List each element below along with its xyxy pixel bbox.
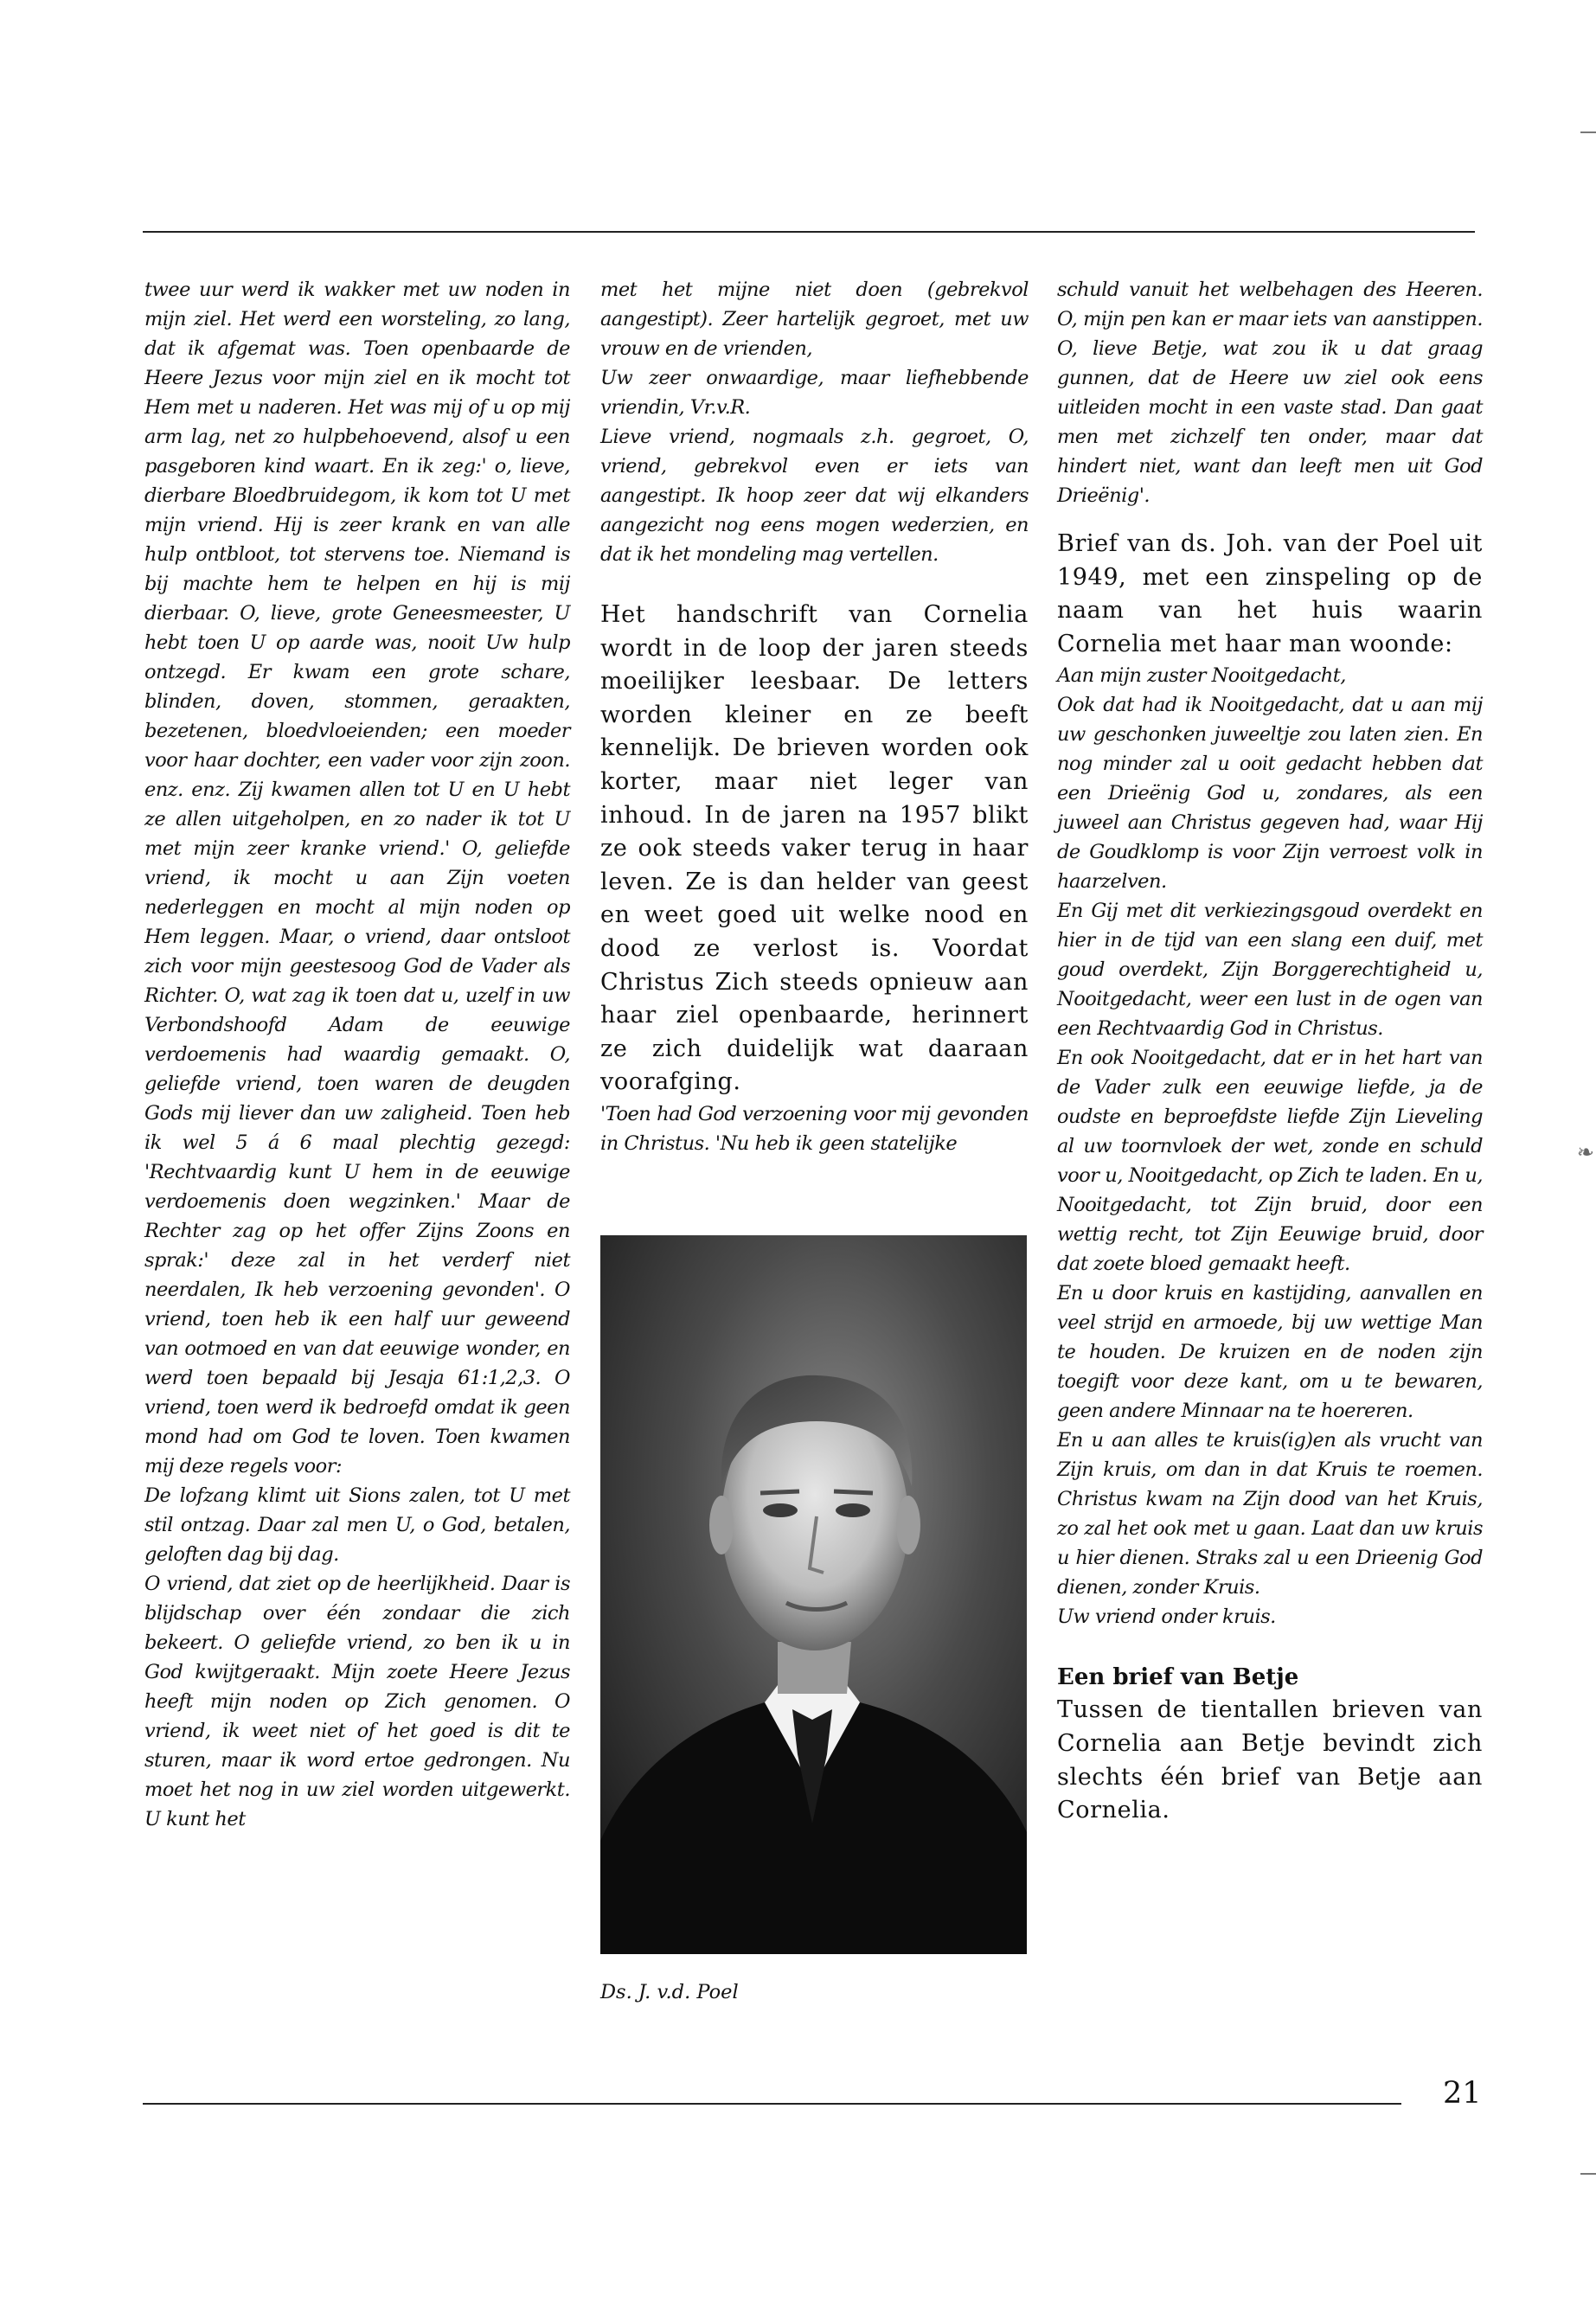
poem-stanza: En ook Nooitgedacht, dat er in het hart van de Vader zulk een eeuwige liefde, ja de oudste en beproefdste liefde Zijn Lieveling al uw toornvloek der wet, zonde en schuld voor u, Nooitgedacht, op Zich te laden. En u, Nooitgedacht, tot Zijn bruid, door een wettig recht, tot Zijn Eeuwige bruid, door dat zoete bloed gemaakt heeft. [1057,1047,1483,1276]
column-left [144,275,570,1834]
photo-caption: Ds. J. v.d. Poel [600,1981,739,2003]
poem-signature: Uw vriend onder kruis. [1057,1606,1276,1629]
top-rule [143,231,1475,233]
page-number: 21 [1443,2076,1482,2111]
bottom-rule [143,2103,1401,2105]
poem-stanza: Ook dat had ik Nooitgedacht, dat u aan mij uw geschonken juweeltje zou laten zien. En nog minder zal u ooit gedacht hebben dat een Drieënig God u, zondares, als een juweel aan Christus gegeven had, waar Hij de Goudklomp is voor Zijn verroest volk in haarzelven. [1057,694,1483,894]
page-edge-mark [1580,131,1596,133]
letter-closing: schuld vanuit het welbehagen des Heeren. O, mijn pen kan er maar iets van aanstippen. O, lieve Betje, wat zou ik u dat graag gunnen, dat de Heere uw ziel ook eens uitleiden mocht in een vaste stad. Dan gaat men met zichzelf ten onder, maar dat hindert niet, want dan leeft men uit God Drieënig'. [1057,279,1483,507]
body-paragraph: Tussen de tientallen brieven van Cornelia aan Betje bevindt zich slechts één brief van Betje aan Cornelia. [1057,1696,1483,1824]
letter-postscript: Lieve vriend, nogmaals z.h. gegroet, O, vriend, gebrekvol even er iets van aangestipt. Ik hoop zeer dat wij elkanders aangezicht nog eens mogen wederzien, en dat ik het mondeling mag vertellen. [600,426,1029,566]
page-edge-mark [1580,2173,1596,2175]
poem-stanza: En u door kruis en kastijding, aanvallen en veel strijd en armoede, bij uw wettige Man te houden. De kruizen en de noden zijn toegift voor deze kant, om u te bewaren, geen andere Minnaar na te hoereren. [1057,1282,1483,1423]
poem-line: Aan mijn zuster Nooitgedacht, [1057,664,1346,688]
section-heading: Een brief van Betje [1057,1664,1299,1691]
psalm-verse: De lofzang klimt uit Sions zalen, tot U met stil ontzag. Daar zal men U, o God, betalen, geloften dag bij dag. [144,1484,570,1566]
letter-signature: Uw zeer onwaardige, maar liefhebbende vriendin, Vr.v.R. [600,367,1029,419]
letter-paragraph: twee uur werd ik wakker met uw noden in mijn ziel. Het werd een worsteling, zo lang, dat ik afgemat was. Toen openbaarde de Heere Jezus voor mijn ziel en ik mocht tot Hem met u naderen. Het was mij of u op mij arm lag, net zo hulpbehoevend, alsof u een pasgeboren kind waart. En ik zeg:' o, lieve, dierbare Bloedbruidegom, ik kom tot U met mijn vriend. Hij is zeer krank en van alle hulp ontbloot, tot stervens toe. Niemand is bij machte hem te helpen en hij is mij dierbaar. O, lieve, grote Geneesmeester, U hebt toen U op aarde was, nooit Uw hulp ontzegd. Er kwam een grote schare, blinden, doven, stommen, geraakten, bezetenen, bloedvloeienden; een moeder voor haar dochter, een vader voor zijn zoon. enz. enz. Zij kwamen allen tot U en U hebt ze allen uitgeholpen, en zo nader ik tot U met mijn zeer kranke vriend.' O, geliefde vriend, ik mocht u aan Zijn voeten nederleggen en mocht al mijn noden op Hem leggen. Maar, o vriend, daar ontsloot zich voor mijn geestesoog God de Vader als Richter. O, wat zag ik toen dat u, uzelf in uw Verbondshoofd Adam de eeuwige verdoemenis had waardig gemaakt. O, geliefde vriend, toen waren de deugden Gods mij liever dan uw zaligheid. Toen heb ik wel 5 á 6 maal plechtig gezegd: 'Rechtvaardig kunt U hem in de eeuwige verdoemenis doen wegzinken.' Maar de Rechter zag op het offer Zijns Zoons en sprak:' deze zal in het verderf niet neerdalen, Ik heb verzoening gevonden'. O vriend, toen heb ik een half uur geweend van ootmoed en van dat eeuwige wonder, en werd toen bepaald bij Jesaja 61:1,2,3. O vriend, toen werd ik bedroefd omdat ik geen mond had om God te loven. Toen kwamen mij deze regels voor: [144,279,570,1477]
body-paragraph: Het handschrift van Cornelia wordt in de loop der jaren steeds moeilijker leesbaar. De letters worden kleiner en ze beeft kennelijk. De brieven worden ook korter, maar niet leger van inhoud. In de jaren na 1957 blikt ze ook steeds vaker terug in haar leven. Ze is dan helder van geest en weet goed uit welke nood en dood ze verlost is. Voordat Christus Zich steeds opnieuw aan haar ziel openbaarde, herinnert ze zich duidelijk wat daaraan voorafging. [600,601,1029,1096]
column-right [1057,275,1483,1828]
page-edge-mark: ❧ [1576,1140,1594,1164]
letter-paragraph: O vriend, dat ziet op de heerlijkheid. Daar is blijdschap over één zondaar die zich bekeert. O geliefde vriend, zo ben ik u in God kwijtgeraakt. Mijn zoete Heere Jezus heeft mijn noden op Zich genomen. O vriend, ik weet niet of het goed is dit te sturen, maar ik word ertoe gedrongen. Nu moet het nog in uw ziel worden uitgewerkt. U kunt het [144,1573,570,1830]
poem-stanza: En Gij met dit verkiezingsgoud overdekt en hier in de tijd van een slang een duif, met goud overdekt, Zijn Borggerechtigheid u, Nooitgedacht, weer een lust in de ogen van een Rechtvaardig God in Christus. [1057,900,1483,1041]
quote-paragraph: 'Toen had God verzoening voor mij gevonden in Christus. 'Nu heb ik geen statelijke [600,1102,1029,1155]
poem-stanza: En u aan alles te kruis(ig)en als vrucht van Zijn kruis, om dan in dat Kruis te roemen. Christus kwam na Zijn dood van het Kruis, zo zal het ook met u gaan. Laat dan uw kruis u hier dienen. Straks zal u een Drieenig God dienen, zonder Kruis. [1057,1429,1483,1599]
portrait-photo [600,1235,1027,1954]
column-middle [600,275,1029,1158]
letter-closing: met het mijne niet doen (gebrekvol aangestipt). Zeer hartelijk gegroet, met uw vrouw en de vrienden, [600,279,1029,360]
letter-introduction: Brief van ds. Joh. van der Poel uit 1949, met een zinspeling op de naam van het huis waarin Cornelia met haar man woonde: [1057,530,1483,657]
